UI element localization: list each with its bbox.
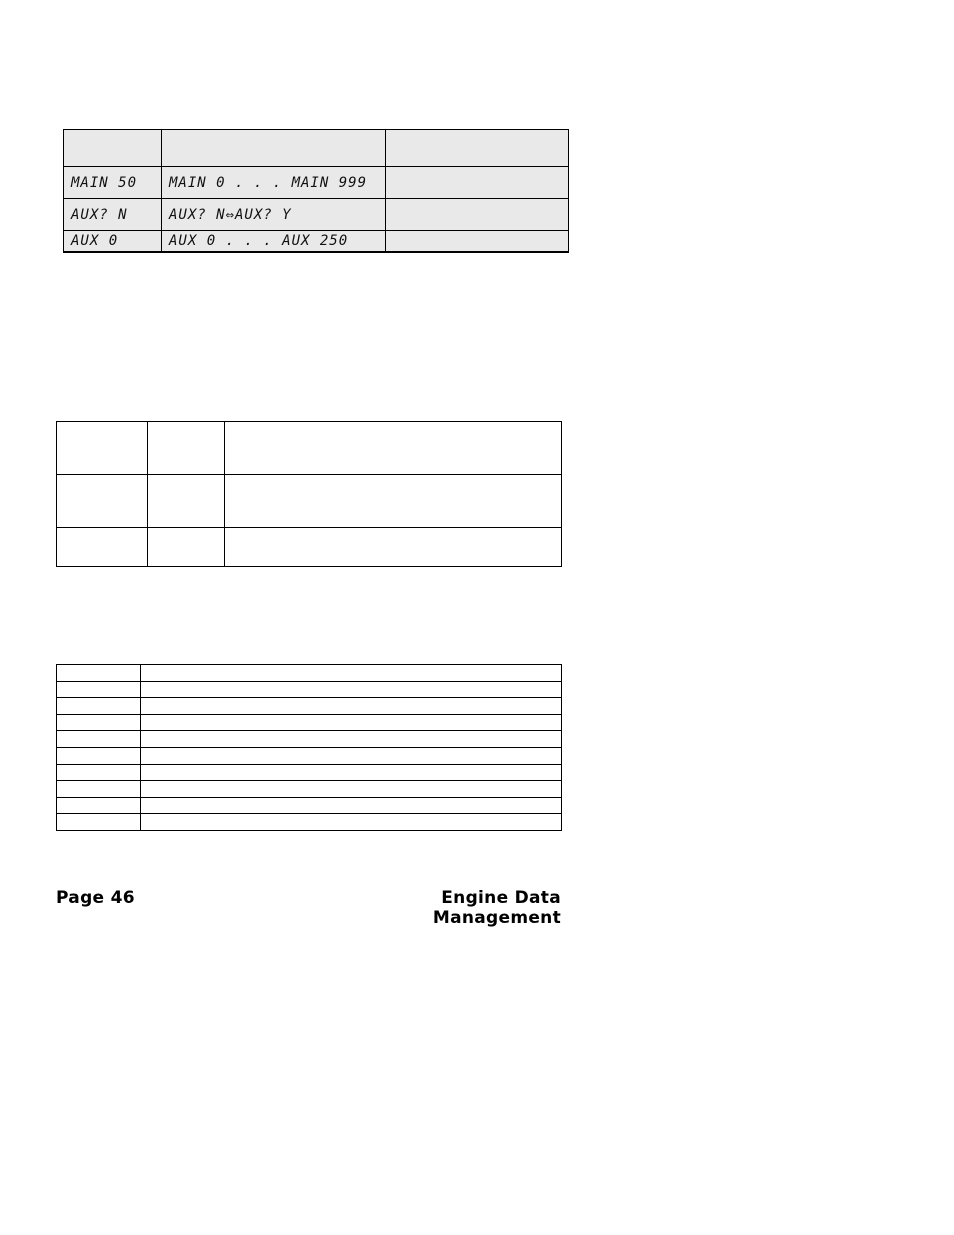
table-row <box>64 231 569 253</box>
table-cell <box>148 422 225 475</box>
document-title: Engine Data Management <box>432 888 561 928</box>
table-cell: AUX? N <box>64 199 162 231</box>
table-cell <box>225 528 562 567</box>
table-cell <box>141 797 562 814</box>
table-cell <box>57 797 141 814</box>
table-cell: AUX? N⇔AUX? Y <box>162 199 386 231</box>
display-settings-table <box>63 129 569 253</box>
table-cell <box>57 764 141 781</box>
table-cell <box>57 681 141 698</box>
table-row <box>57 814 562 831</box>
table-cell <box>141 714 562 731</box>
table-cell <box>141 747 562 764</box>
table-cell <box>148 528 225 567</box>
table-row <box>57 797 562 814</box>
table-cell <box>57 528 148 567</box>
table-cell <box>57 698 141 715</box>
empty-table-2 <box>56 421 562 567</box>
table-cell <box>225 475 562 528</box>
table-row <box>57 764 562 781</box>
table-header-cell <box>162 130 386 167</box>
table-cell <box>225 422 562 475</box>
table-cell <box>57 475 148 528</box>
table-cell <box>57 814 141 831</box>
table-row <box>57 781 562 798</box>
table-cell <box>141 665 562 682</box>
table-row <box>57 698 562 715</box>
table-cell <box>141 814 562 831</box>
table-cell <box>141 781 562 798</box>
table-cell: AUX 0 . . . AUX 250 <box>162 231 386 253</box>
table-cell <box>57 747 141 764</box>
table-cell <box>57 422 148 475</box>
empty-table-3 <box>56 664 562 831</box>
table-cell <box>57 781 141 798</box>
table-cell: AUX 0 <box>64 231 162 253</box>
table-cell <box>57 731 141 748</box>
table-cell <box>141 764 562 781</box>
table-cell: MAIN 0 . . . MAIN 999 <box>162 167 386 199</box>
table-row <box>57 422 562 475</box>
table-cell <box>386 231 569 253</box>
table-row <box>57 475 562 528</box>
table-cell <box>141 681 562 698</box>
table-row <box>57 528 562 567</box>
table-cell <box>141 731 562 748</box>
table-cell <box>386 199 569 231</box>
table-row <box>57 731 562 748</box>
table-row <box>57 681 562 698</box>
table-header-cell <box>386 130 569 167</box>
table-row <box>64 199 569 231</box>
page-number: Page 46 <box>56 888 135 908</box>
table-cell <box>386 167 569 199</box>
table-cell <box>148 475 225 528</box>
table-row <box>57 714 562 731</box>
table-cell <box>57 714 141 731</box>
table-cell: MAIN 50 <box>64 167 162 199</box>
table-cell <box>57 665 141 682</box>
table-header-row <box>64 130 569 167</box>
table-header-cell <box>64 130 162 167</box>
table-row <box>57 665 562 682</box>
table-row <box>64 167 569 199</box>
table-cell <box>141 698 562 715</box>
table-row <box>57 747 562 764</box>
